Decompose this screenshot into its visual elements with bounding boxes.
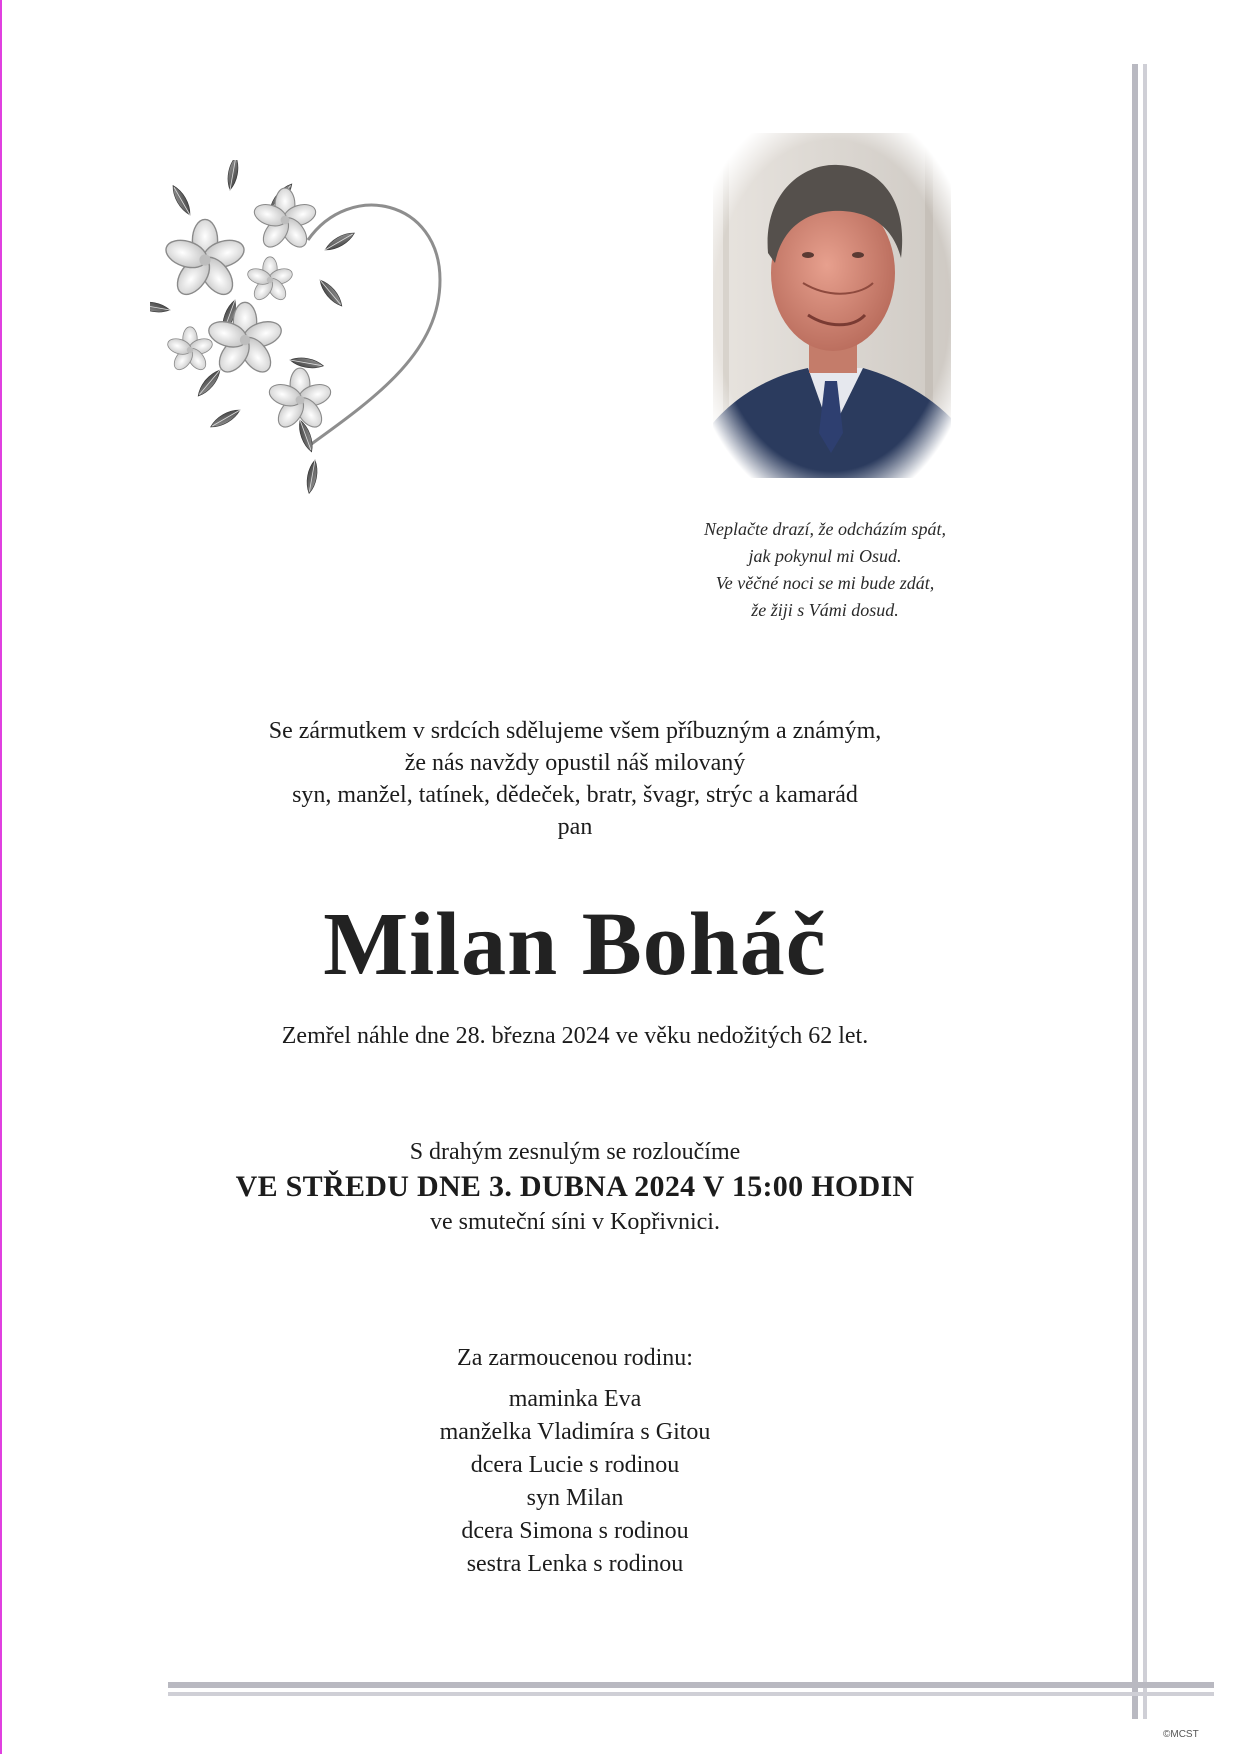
memorial-poem [640, 516, 1010, 624]
farewell-ceremony [110, 1136, 1040, 1238]
family-member: dcera Simona s rodinou [461, 1518, 689, 1544]
ceremony-intro: S drahým zesnulým se rozloučíme [409, 1139, 741, 1165]
footer-mark: ©MCST [1163, 1729, 1199, 1740]
frame-bottom-line [168, 1682, 1214, 1688]
family-header: Za zarmoucenou rodinu: [457, 1345, 693, 1371]
family-member: maminka Eva [508, 1386, 642, 1412]
page-edge-line [0, 0, 2, 1754]
intro-line: pan [557, 814, 593, 840]
family-member: dcera Lucie s rodinou [470, 1452, 680, 1478]
heart-flowers-ornament [150, 160, 495, 520]
portrait-photo [713, 133, 951, 478]
frame-right-line-thin [1143, 64, 1147, 1719]
intro-line: syn, manžel, tatínek, dědeček, bratr, švagr, strýc a kamarád [292, 782, 858, 808]
intro-line: že nás navždy opustil náš milovaný [404, 750, 746, 776]
ceremony-datetime: VE STŘEDU DNE 3. DUBNA 2024 V 15:00 HODIN [235, 1170, 915, 1203]
death-notice: Zemřel náhle dne 28. března 2024 ve věku nedožitých 62 let. [281, 1023, 869, 1049]
frame-right-line [1132, 64, 1138, 1719]
announcement-intro [130, 715, 1020, 843]
poem-line: Neplačte drazí, že odcházím spát, [704, 519, 946, 539]
family-member: sestra Lenka s rodinou [466, 1551, 684, 1577]
family-member: syn Milan [526, 1485, 624, 1511]
ceremony-place: ve smuteční síni v Kopřivnici. [430, 1209, 720, 1235]
grieving-family [230, 1342, 920, 1581]
frame-bottom-line-thin [168, 1692, 1214, 1696]
poem-line: Ve věčné noci se mi bude zdát, [715, 573, 935, 593]
family-member: manželka Vladimíra s Gitou [439, 1419, 711, 1445]
poem-line: že žiji s Vámi dosud. [751, 600, 899, 620]
intro-line: Se zármutkem v srdcích sdělujeme všem příbuzným a známým, [268, 718, 882, 744]
deceased-name: Milan Boháč [323, 895, 827, 994]
poem-line: jak pokynul mi Osud. [748, 546, 902, 566]
